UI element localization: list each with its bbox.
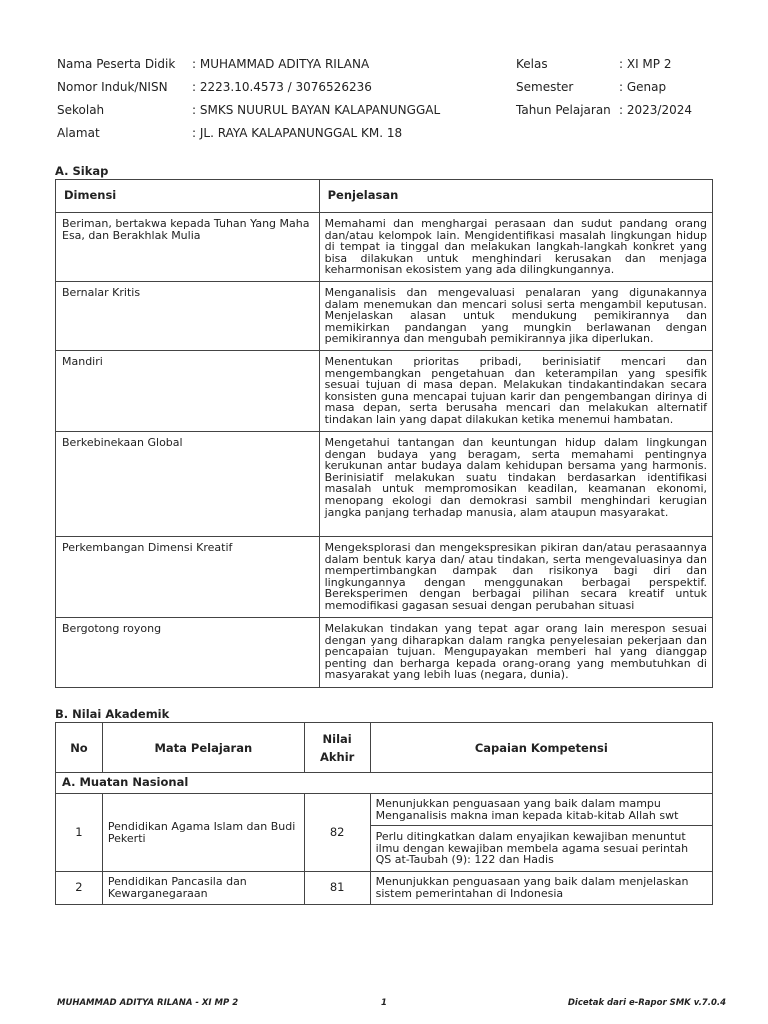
table-row xyxy=(56,872,713,905)
dimensi-cell: Bergotong royong xyxy=(56,618,320,688)
sikap-header-row xyxy=(56,180,713,213)
penjelasan-cell: Melakukan tindakan yang tepat agar orang lain merespon sesuai dengan yang diharapkan dalam rangka penyelesaian pekerjaan dan pencapaian tujuan. Mengupayakan memberi hal yang dianggap penting dan berharga kepada orang-orang yang membutuhkan di masyarakat yang lebih luas (negara, dunia). xyxy=(319,618,712,688)
label-nama: Nama Peserta Didik xyxy=(57,57,176,71)
value-alamat: : JL. RAYA KALAPANUNGGAL KM. 18 xyxy=(192,126,403,140)
penjelasan-cell: Mengetahui tantangan dan keuntungan hidup dalam lingkungan dengan budaya yang beragam, serta memahami pentingnya kerukunan antar budaya dalam kehidupan bersama yang harmonis. Berinisiatif melakukan suatu tindakan berdasarkan identifikasi masalah untuk mempromosikan keadilan, keamanan ekonomi, menopang ekologi dan demokrasi sambil menghindari kerugian jangka panjang terhadap manusia, alam ataupun masyarakat. xyxy=(319,432,712,537)
header-mata-pelajaran: Mata Pelajaran xyxy=(102,723,304,773)
no-cell: 1 xyxy=(56,794,103,872)
mata-pelajaran-cell: Pendidikan Pancasila dan Kewarganegaraan xyxy=(102,872,304,905)
dimensi-cell: Mandiri xyxy=(56,351,320,432)
dimensi-cell: Bernalar Kritis xyxy=(56,282,320,351)
label-sekolah: Sekolah xyxy=(57,103,105,117)
dimensi-cell: Berkebinekaan Global xyxy=(56,432,320,537)
table-row xyxy=(56,351,713,432)
no-cell: 2 xyxy=(56,872,103,905)
nilai-akhir-cell: 82 xyxy=(304,794,370,872)
nilai-akademik-table xyxy=(55,722,713,905)
label-tahun-pelajaran: Tahun Pelajaran xyxy=(516,103,611,117)
header-no: No xyxy=(56,723,103,773)
dimensi-cell: Perkembangan Dimensi Kreatif xyxy=(56,537,320,618)
section-title-nilai-akademik: B. Nilai Akademik xyxy=(55,707,170,721)
label-nisn: Nomor Induk/NISN xyxy=(57,80,168,94)
value-semester: : Genap xyxy=(619,80,667,94)
nilai-header-row xyxy=(56,723,713,773)
value-sekolah: : SMKS NUURUL BAYAN KALAPANUNGGAL xyxy=(192,103,441,117)
nilai-akhir-cell: 81 xyxy=(304,872,370,905)
penjelasan-cell: Memahami dan menghargai perasaan dan sudut pandang orang dan/atau kelompok lain. Mengidentifikasi masalah lingkungan hidup di tempat ia tinggal dan melakukan langkah-langkah konkret yang bisa dilakukan untuk menghindari kerusakan dan menjaga keharmonisan ekosistem yang ada dilingkungannya. xyxy=(319,213,712,282)
label-kelas: Kelas xyxy=(516,57,548,71)
penjelasan-cell: Menganalisis dan mengevaluasi penalaran yang digunakannya dalam menemukan dan mencari solusi serta mengambil keputusan. Menjelaskan alasan untuk mendukung pemikirannya dan memikirkan pandangan yang mungkin berlawanan dengan pemikirannya dan mengubah pemikirannya jika diperlukan. xyxy=(319,282,712,351)
footer-printed-by: Dicetak dari e-Rapor SMK v.7.0.4 xyxy=(567,998,726,1008)
table-row xyxy=(56,213,713,282)
label-semester: Semester xyxy=(516,80,574,94)
value-nisn: : 2223.10.4573 / 3076526236 xyxy=(192,80,372,94)
footer-page-number: 1 xyxy=(381,998,387,1008)
capaian-cell: Menunjukkan penguasaan yang baik dalam menjelaskan sistem pemerintahan di Indonesia xyxy=(370,872,712,905)
header-penjelasan: Penjelasan xyxy=(319,180,712,213)
footer-student: MUHAMMAD ADITYA RILANA - XI MP 2 xyxy=(57,998,239,1008)
section-title-sikap: A. Sikap xyxy=(55,164,109,178)
table-row xyxy=(56,282,713,351)
value-nama: : MUHAMMAD ADITYA RILANA xyxy=(192,57,370,71)
penjelasan-cell: Mengeksplorasi dan mengekspresikan pikiran dan/atau perasaannya dalam bentuk karya dan/ atau tindakan, serta mengevaluasinya dan mempertimbangkan dampak dan risikonya bagi diri dan lingkungannya dengan menggunakan berbagai perspektif. Bereksperimen dengan berbagai pilihan secara kreatif untuk memodifikasi gagasan sesuai dengan perubahan situasi xyxy=(319,537,712,618)
group-row xyxy=(56,773,713,794)
mata-pelajaran-cell: Pendidikan Agama Islam dan Budi Pekerti xyxy=(102,794,304,872)
table-row xyxy=(56,432,713,537)
header-dimensi: Dimensi xyxy=(56,180,320,213)
table-row xyxy=(56,794,713,826)
dimensi-cell: Beriman, bertakwa kepada Tuhan Yang Maha Esa, dan Berakhlak Mulia xyxy=(56,213,320,282)
value-tahun-pelajaran: : 2023/2024 xyxy=(619,103,692,117)
penjelasan-cell: Menentukan prioritas pribadi, berinisiatif mencari dan mengembangkan pengetahuan dan keterampilan yang spesifik sesuai tujuan di masa depan. Melakukan tindakantindakan secara konsisten guna mencapai tujuan karir dan pengembangan dirinya di masa depan, serta berusaha mencari dan melakukan alternatif tindakan lain yang dapat dilakukan ketika menemui hambatan. xyxy=(319,351,712,432)
capaian-cell: Perlu ditingkatkan dalam enyajikan kewajiban menuntut ilmu dengan kewajiban membela agama sesuai perintah QS at-Taubah (9): 122 dan Hadis xyxy=(370,826,712,872)
table-row xyxy=(56,537,713,618)
sikap-table xyxy=(55,179,713,688)
header-nilai-akhir: Nilai Akhir xyxy=(304,723,370,773)
table-row xyxy=(56,618,713,688)
label-alamat: Alamat xyxy=(57,126,100,140)
capaian-cell: Menunjukkan penguasaan yang baik dalam mampu Menganalisis makna iman kepada kitab-kitab Allah swt xyxy=(370,794,712,826)
group-muatan-nasional: A. Muatan Nasional xyxy=(56,773,713,794)
header-capaian-kompetensi: Capaian Kompetensi xyxy=(370,723,712,773)
value-kelas: : XI MP 2 xyxy=(619,57,672,71)
